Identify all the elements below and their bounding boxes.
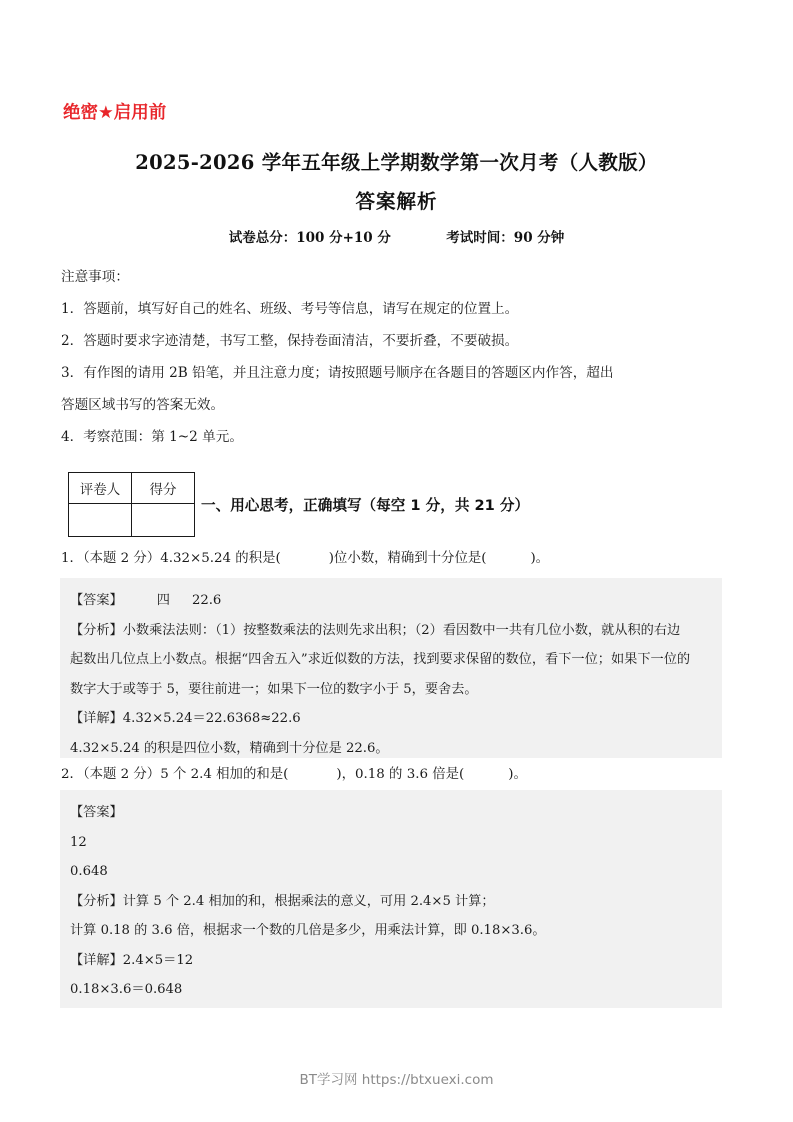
question-2 [61, 764, 729, 786]
answer-1-value-1: 四 [156, 593, 170, 608]
question-1-middle: )位小数，精确到十分位是( [328, 551, 487, 566]
answer-2-answer-tag: 【答案】 [70, 805, 123, 820]
footer-watermark: BT学习网 https://btxuexi.com [299, 1072, 494, 1088]
page-title: 2025-2026 学年五年级上学期数学第一次月考（人教版） [135, 151, 658, 174]
answer-2-analysis-text-1: 计算 5 个 2.4 相加的和，根据乘法的意义，可用 2.4×5 计算； [122, 893, 495, 909]
grader-value-cell[interactable] [69, 504, 132, 537]
exam-meta [0, 226, 793, 246]
exam-duration-label: 考试时间：90 分钟 [446, 230, 565, 246]
score-value-cell[interactable] [132, 504, 195, 537]
secret-banner: 绝密★启用前 [63, 103, 167, 123]
answer-2-value-2: 0.648 [70, 864, 108, 879]
notice-heading: 注意事项： [61, 269, 129, 285]
notice-item-2: 2．答题时要求字迹清楚，书写工整，保持卷面清洁，不要折叠，不要破损。 [61, 333, 519, 349]
question-1-suffix: )。 [530, 551, 550, 566]
answer-1-detail-line-1 [70, 704, 710, 734]
answer-1-answer-line [70, 586, 710, 616]
answer-block-1 [60, 578, 722, 758]
question-1-prefix: 1．（本题 2 分）4.32×5.24 的积是( [61, 551, 281, 566]
answer-block-2 [60, 790, 722, 1008]
answer-tag: 【答案】 [70, 593, 123, 608]
question-2-prefix: 2．（本题 2 分）5 个 2.4 相加的和是( [61, 767, 289, 782]
answer-1-analysis-line-2: 起数出几位点上小数点。根据“四舍五入”求近似数的方法，找到要求保留的数位，看下一位；如果下一位的 [70, 652, 691, 667]
answer-1-analysis-text-1: 小数乘法法则：（1）按整数乘法的法则先求出积；（2）看因数中一共有几位小数，就从积的右边 [122, 622, 681, 638]
notice-item-1: 1．答题前，填写好自己的姓名、班级、考号等信息，请写在规定的位置上。 [61, 301, 519, 317]
answer-1-analysis-line-1 [70, 616, 710, 646]
analysis-tag: 【分析】 [70, 893, 123, 909]
page-subtitle: 答案解析 [355, 190, 438, 213]
notice-block [61, 261, 729, 453]
grader-header: 评卷人 [69, 473, 132, 504]
answer-2-detail-line-2: 0.18×3.6＝0.648 [70, 982, 183, 997]
answer-2-analysis-line-1 [70, 887, 710, 917]
answer-1-value-2: 22.6 [191, 593, 222, 608]
notice-item-3-cont: 答题区域书写的答案无效。 [61, 397, 225, 413]
table-row [69, 504, 195, 537]
analysis-tag: 【分析】 [70, 622, 123, 638]
answer-1-analysis-line-3: 数字大于或等于 5，要往前进一；如果下一位的数字小于 5，要舍去。 [70, 681, 478, 697]
answer-1-detail-line-2: 4.32×5.24 的积是四位小数，精确到十分位是 22.6。 [70, 740, 389, 756]
notice-item-4: 4．考察范围：第 1~2 单元。 [61, 429, 243, 445]
answer-2-detail-text-1: 2.4×5＝12 [122, 952, 194, 968]
total-score-label: 试卷总分：100 分+10 分 [228, 230, 391, 246]
section-heading: 一、用心思考，正确填写（每空 1 分，共 21 分） [201, 497, 530, 514]
question-1 [61, 548, 729, 570]
question-2-suffix: )。 [508, 767, 527, 782]
answer-2-value-1: 12 [70, 834, 87, 850]
notice-item-3: 3．有作图的请用 2B 铅笔，并且注意力度；请按照题号顺序在各题目的答题区内作答，超出 [61, 365, 614, 381]
answer-2-analysis-line-2: 计算 0.18 的 3.6 倍，根据求一个数的几倍是多少，用乘法计算，即 0.18×3.6。 [70, 923, 546, 938]
question-2-middle: )，0.18 的 3.6 倍是( [336, 767, 465, 782]
table-row-header [69, 473, 195, 504]
detail-tag: 【详解】 [70, 711, 123, 726]
detail-tag: 【详解】 [70, 952, 123, 968]
grading-table [68, 472, 195, 537]
answer-2-detail-line-1 [70, 946, 710, 976]
answer-1-detail-text-1: 4.32×5.24＝22.6368≈22.6 [122, 711, 301, 726]
score-header: 得分 [132, 473, 195, 504]
